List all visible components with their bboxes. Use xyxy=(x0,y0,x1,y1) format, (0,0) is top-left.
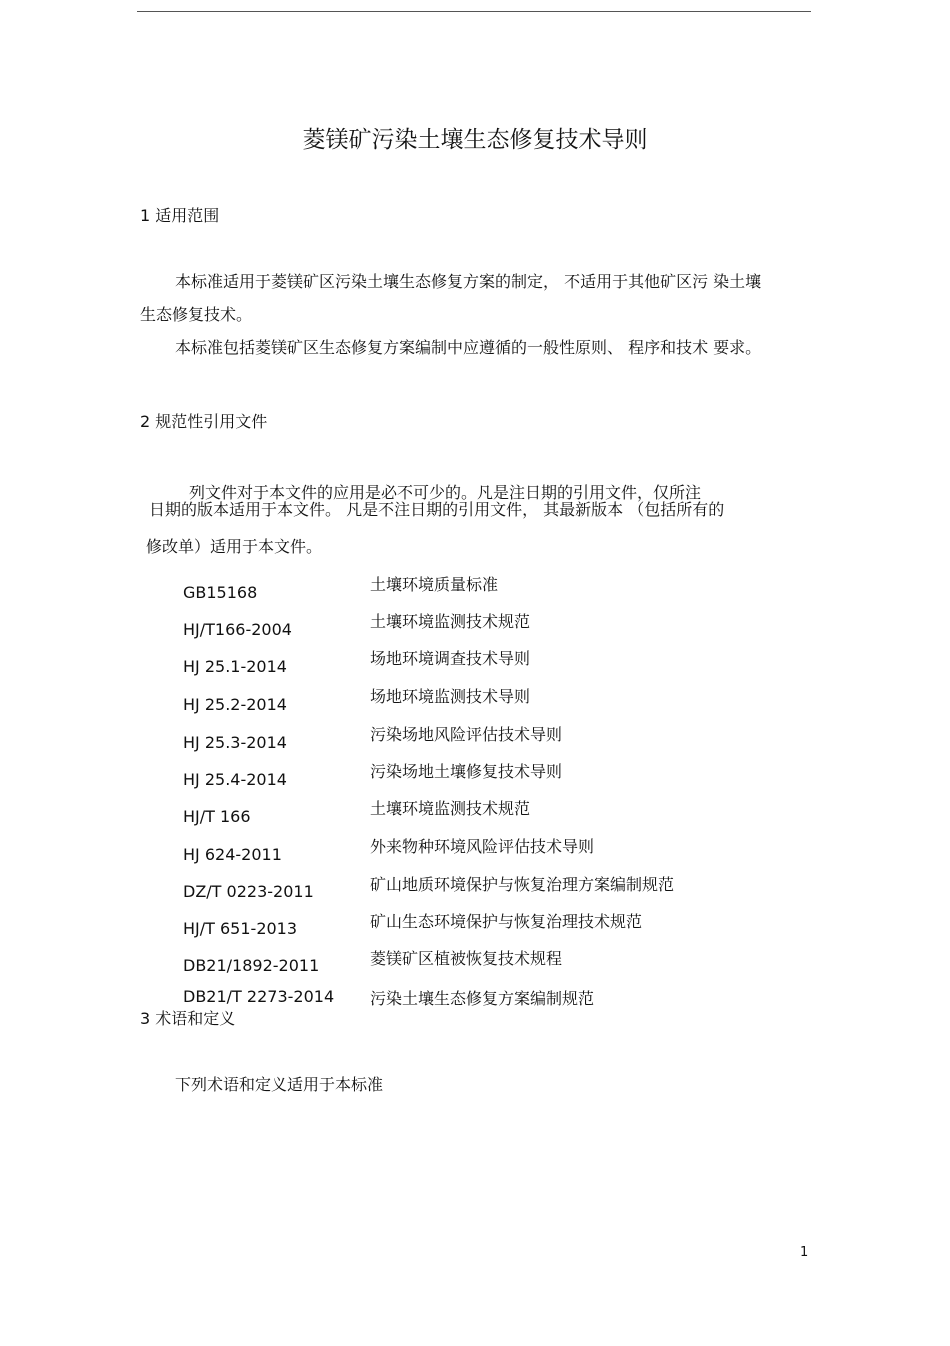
section-2-paragraph-line-3: 修改单）适用于本文件。 xyxy=(146,537,323,556)
reference-title: 土壤环境监测技术规范 xyxy=(370,612,531,631)
reference-code: DZ/T 0223-2011 xyxy=(183,882,314,901)
reference-code: DB21/T 2273-2014 xyxy=(183,987,335,1006)
reference-title: 场地环境监测技术导则 xyxy=(370,687,531,706)
document-title: 菱镁矿污染土壤生态修复技术导则 xyxy=(302,127,648,153)
reference-code: HJ 25.1-2014 xyxy=(183,657,287,676)
header-rule xyxy=(137,11,811,12)
reference-code: DB21/1892-2011 xyxy=(183,956,320,975)
reference-title: 矿山生态环境保护与恢复治理技术规范 xyxy=(370,912,643,931)
section-2-heading: 2 规范性引用文件 xyxy=(140,412,268,431)
reference-code: HJ/T166-2004 xyxy=(183,620,292,639)
reference-code: GB15168 xyxy=(183,583,258,602)
reference-title: 场地环境调查技术导则 xyxy=(370,649,531,668)
reference-code: HJ 624-2011 xyxy=(183,845,282,864)
section-1-heading: 1 适用范围 xyxy=(140,206,220,225)
reference-title: 矿山地质环境保护与恢复治理方案编制规范 xyxy=(370,875,675,894)
section-2-paragraph-line-1: 列文件对于本文件的应用是必不可少的。凡是注日期的引用文件，仅所注 xyxy=(189,483,702,502)
section-3-paragraph: 下列术语和定义适用于本标准 xyxy=(175,1075,384,1094)
reference-code: HJ/T 166 xyxy=(183,807,251,826)
reference-title: 菱镁矿区植被恢复技术规程 xyxy=(370,949,563,968)
reference-title: 外来物种环境风险评估技术导则 xyxy=(370,837,595,856)
reference-code: HJ 25.3-2014 xyxy=(183,733,287,752)
reference-code: HJ/T 651-2013 xyxy=(183,919,298,938)
reference-code: HJ 25.4-2014 xyxy=(183,770,287,789)
reference-code: HJ 25.2-2014 xyxy=(183,695,287,714)
reference-title: 污染土壤生态修复方案编制规范 xyxy=(370,989,595,1008)
reference-title: 污染场地风险评估技术导则 xyxy=(370,725,563,744)
reference-title: 土壤环境监测技术规范 xyxy=(370,799,531,818)
reference-title: 污染场地土壤修复技术导则 xyxy=(370,762,563,781)
section-1-paragraph-2: 本标准包括菱镁矿区生态修复方案编制中应遵循的一般性原则、 程序和技术 要求。 xyxy=(175,338,762,357)
reference-title: 土壤环境质量标准 xyxy=(370,575,499,594)
page-number: 1 xyxy=(800,1245,809,1260)
section-2-paragraph-line-2: 日期的版本适用于本文件。 凡是不注日期的引用文件， 其最新版本 （包括所有的 xyxy=(149,500,725,519)
section-1-paragraph-1-line-1: 本标准适用于菱镁矿区污染土壤生态修复方案的制定， 不适用于其他矿区污 染土壤 xyxy=(175,272,762,291)
section-3-heading: 3 术语和定义 xyxy=(140,1009,236,1028)
section-1-paragraph-1-line-2: 生态修复技术。 xyxy=(140,305,253,324)
